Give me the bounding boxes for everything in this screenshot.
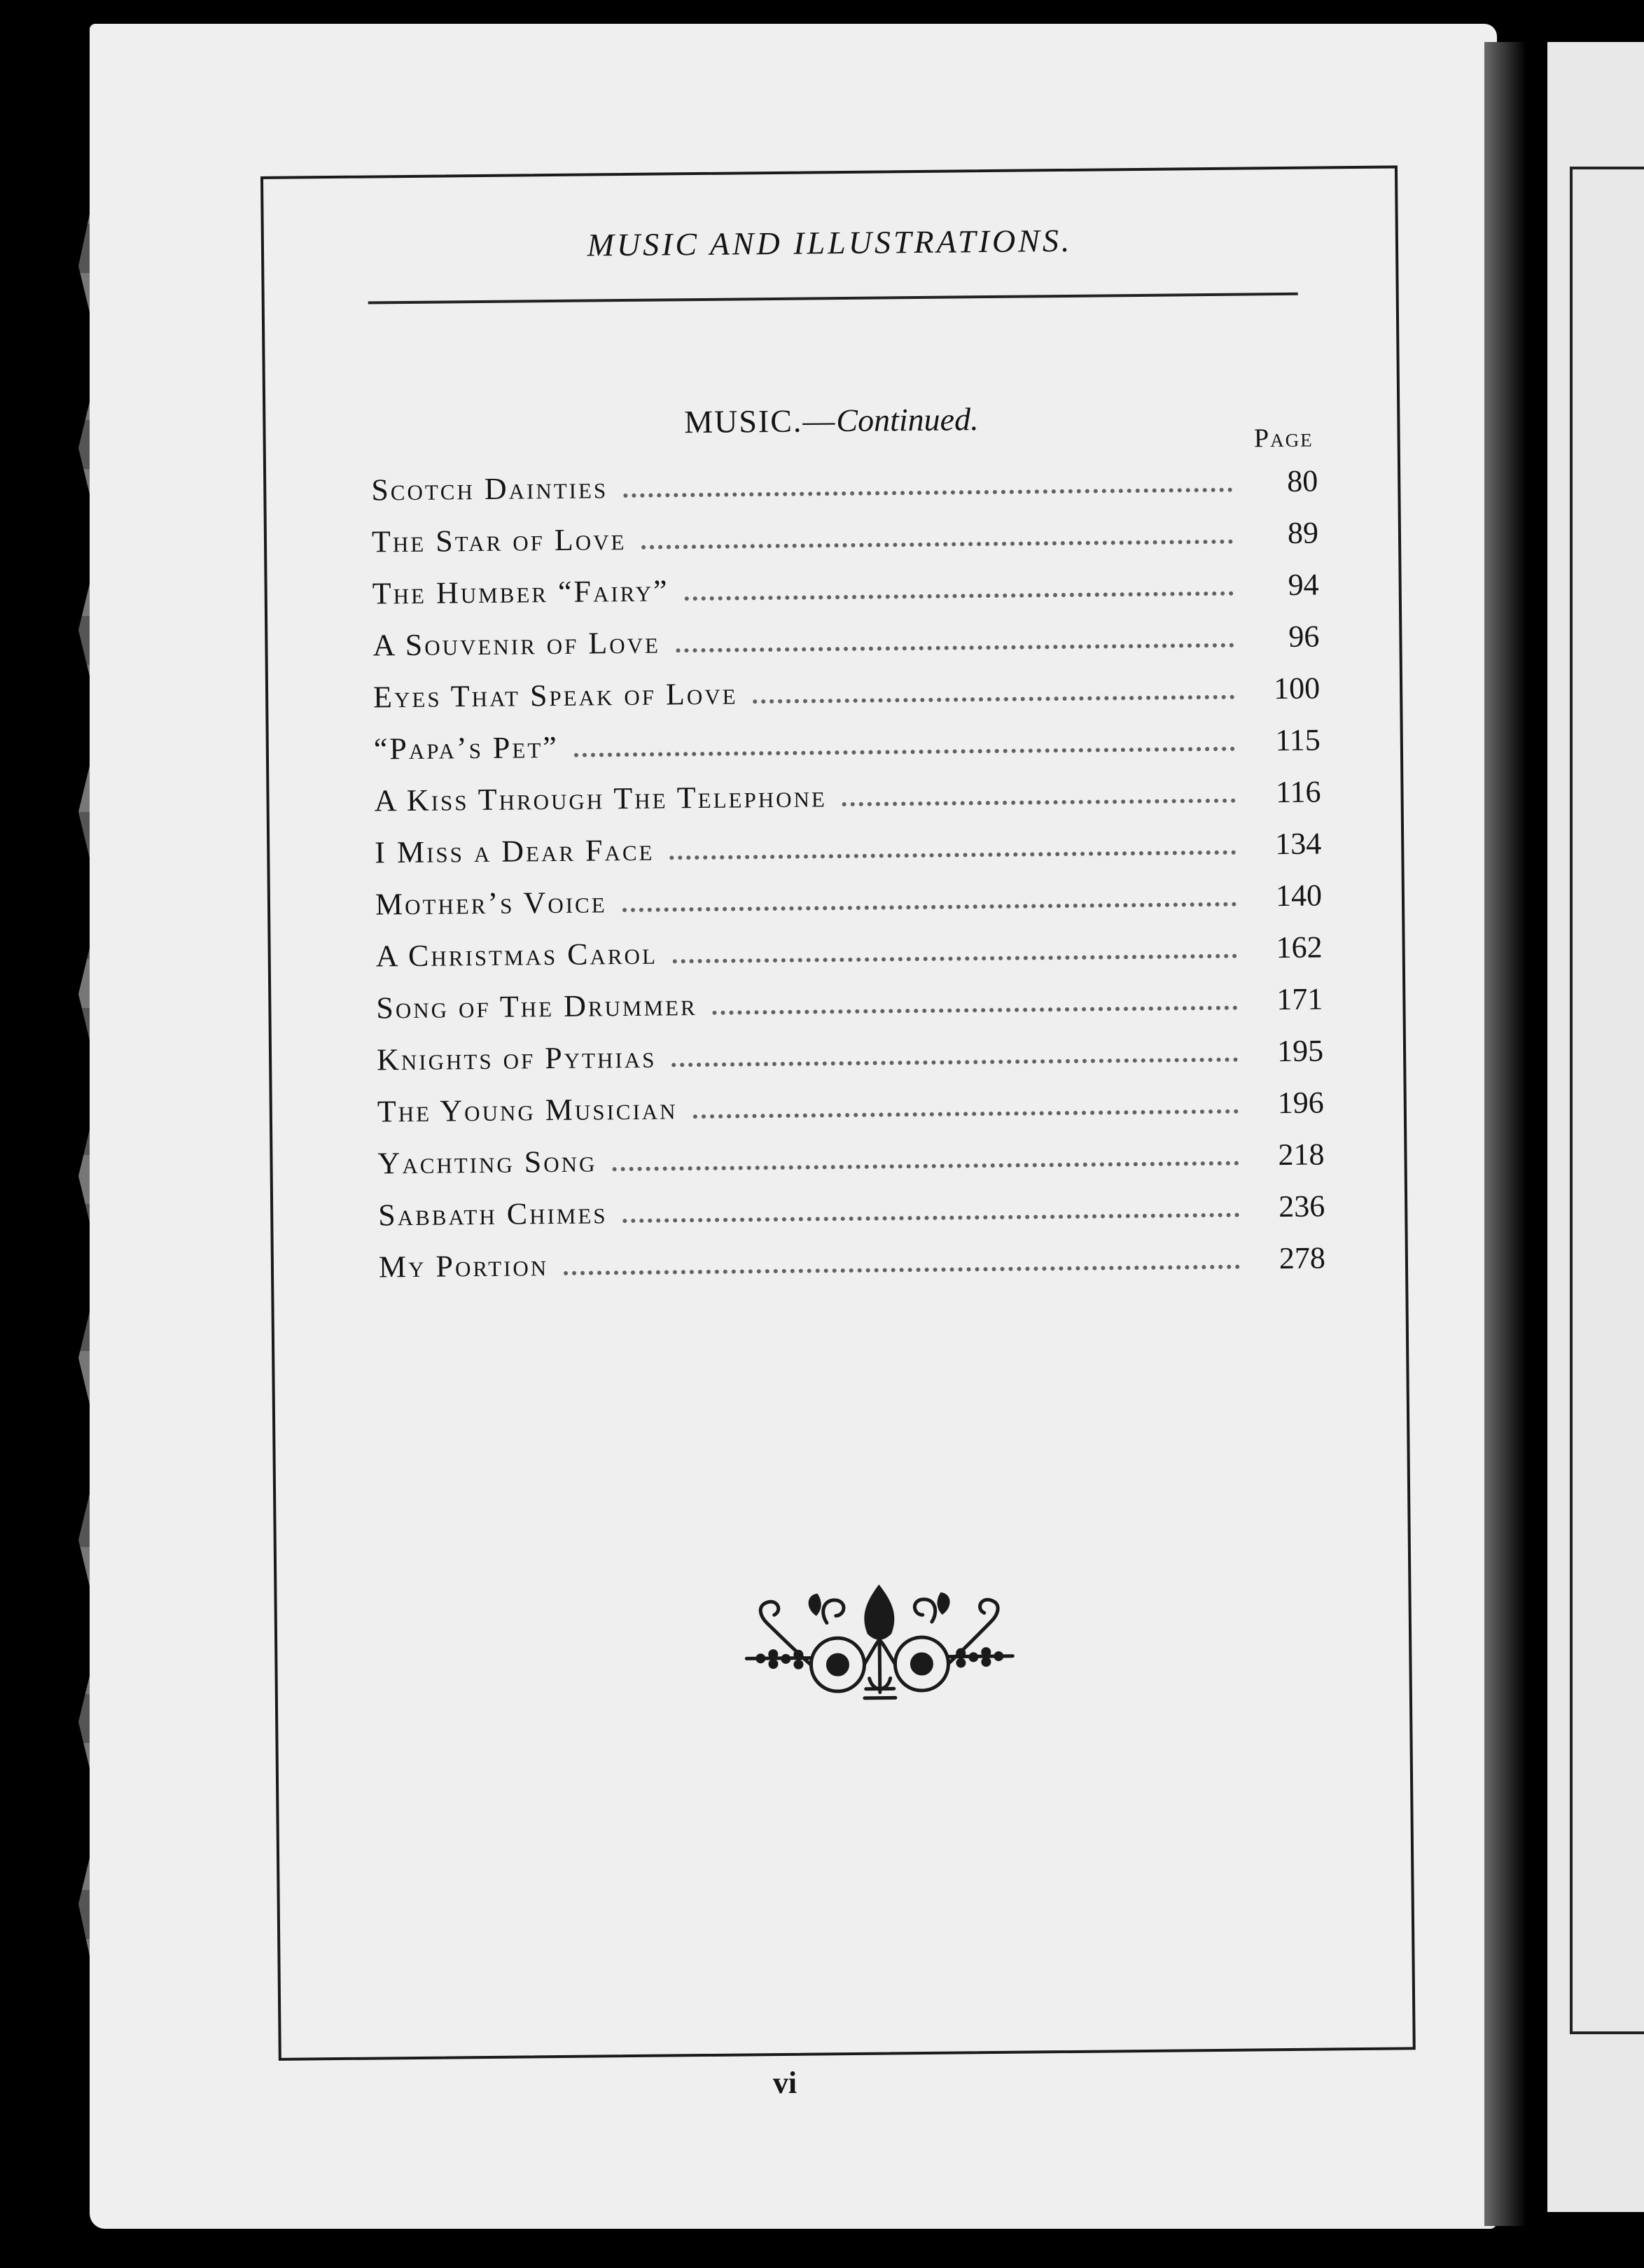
- head-rule: [368, 293, 1298, 304]
- entry-page: 89: [1287, 515, 1319, 550]
- entry-page: 218: [1278, 1137, 1325, 1172]
- entry-page: 171: [1276, 981, 1323, 1017]
- entry-title: The Star of Love: [371, 522, 627, 559]
- entry-title: “Papa’s Pet”: [373, 729, 559, 766]
- entry-page: 116: [1275, 774, 1321, 810]
- entry-title: Scotch Dainties: [371, 470, 608, 507]
- entry-page: 115: [1275, 722, 1321, 758]
- dot-leader: [574, 740, 1235, 757]
- contents-entry: [371, 463, 1318, 524]
- contents-entry: [377, 1032, 1324, 1093]
- entry-page: 134: [1274, 826, 1322, 862]
- dot-leader: [623, 1206, 1240, 1223]
- entry-page: 162: [1276, 930, 1323, 965]
- page-column-label: Page: [1253, 423, 1314, 454]
- facing-page-frame: [1570, 167, 1644, 2034]
- section-continued: Continued.: [836, 401, 979, 439]
- contents-entry: [372, 567, 1319, 628]
- contents-entry: [372, 515, 1319, 576]
- page-frame: [260, 165, 1416, 2060]
- contents-entry: [372, 619, 1320, 680]
- dot-leader: [842, 792, 1236, 806]
- dot-leader: [753, 688, 1235, 704]
- dot-leader: [564, 1258, 1240, 1275]
- dot-leader: [676, 636, 1234, 653]
- running-head: MUSIC AND ILLUSTRATIONS.: [587, 222, 1073, 263]
- dot-leader: [671, 1051, 1238, 1068]
- entry-title: The Young Musician: [377, 1091, 678, 1129]
- entry-page: 236: [1278, 1189, 1325, 1224]
- entry-page: 100: [1273, 671, 1321, 706]
- entry-title: A Souvenir of Love: [372, 625, 661, 663]
- entry-page: 195: [1276, 1033, 1324, 1069]
- entry-page: 96: [1288, 619, 1320, 654]
- dot-leader: [622, 895, 1237, 912]
- folio-text: vi: [772, 2066, 797, 2100]
- entry-title: A Christmas Carol: [375, 936, 658, 974]
- entry-title: The Humber “Fairy”: [372, 573, 669, 611]
- dot-leader: [673, 947, 1237, 964]
- entry-page: 80: [1287, 463, 1318, 498]
- entry-title: Yachting Song: [377, 1144, 597, 1181]
- dot-leader: [612, 1154, 1239, 1172]
- contents-entry: [374, 774, 1321, 835]
- page-number: [0, 2065, 1644, 2101]
- floral-ornament-icon: [739, 1572, 1020, 1722]
- section-title-text: MUSIC.—: [683, 402, 837, 440]
- contents-entry: [377, 1136, 1325, 1197]
- contents-entry: [378, 1188, 1325, 1249]
- entry-title: Knights of Pythias: [376, 1040, 657, 1077]
- entry-page: 140: [1275, 878, 1323, 913]
- gutter-shadow: [1484, 42, 1526, 2226]
- entry-title: Sabbath Chimes: [378, 1196, 608, 1233]
- contents-entry: [377, 1084, 1325, 1145]
- contents-entry: [374, 722, 1321, 783]
- entry-title: I Miss a Dear Face: [375, 832, 655, 870]
- contents-entry: [373, 671, 1321, 732]
- entry-title: Eyes That Speak of Love: [372, 676, 738, 715]
- contents-entry: [379, 1240, 1326, 1301]
- dot-leader: [623, 481, 1232, 498]
- entry-title: My Portion: [378, 1248, 549, 1284]
- entry-title: Song of The Drummer: [376, 988, 697, 1026]
- contents-entry: [375, 877, 1323, 938]
- entry-page: 278: [1279, 1240, 1326, 1276]
- dot-leader: [685, 584, 1234, 601]
- dot-leader: [669, 844, 1236, 860]
- contents-entry: [375, 826, 1322, 887]
- dot-leader: [693, 1102, 1239, 1119]
- contents-entry: [376, 981, 1323, 1042]
- entry-page: 196: [1277, 1085, 1325, 1121]
- dot-leader: [713, 999, 1238, 1015]
- entry-page: 94: [1288, 567, 1319, 602]
- contents-entry: [375, 929, 1323, 990]
- dot-leader: [641, 533, 1233, 550]
- section-title: [265, 396, 1397, 444]
- entry-title: Mother’s Voice: [375, 885, 607, 922]
- contents-list: [371, 463, 1325, 1301]
- entry-title: A Kiss Through The Telephone: [374, 779, 828, 818]
